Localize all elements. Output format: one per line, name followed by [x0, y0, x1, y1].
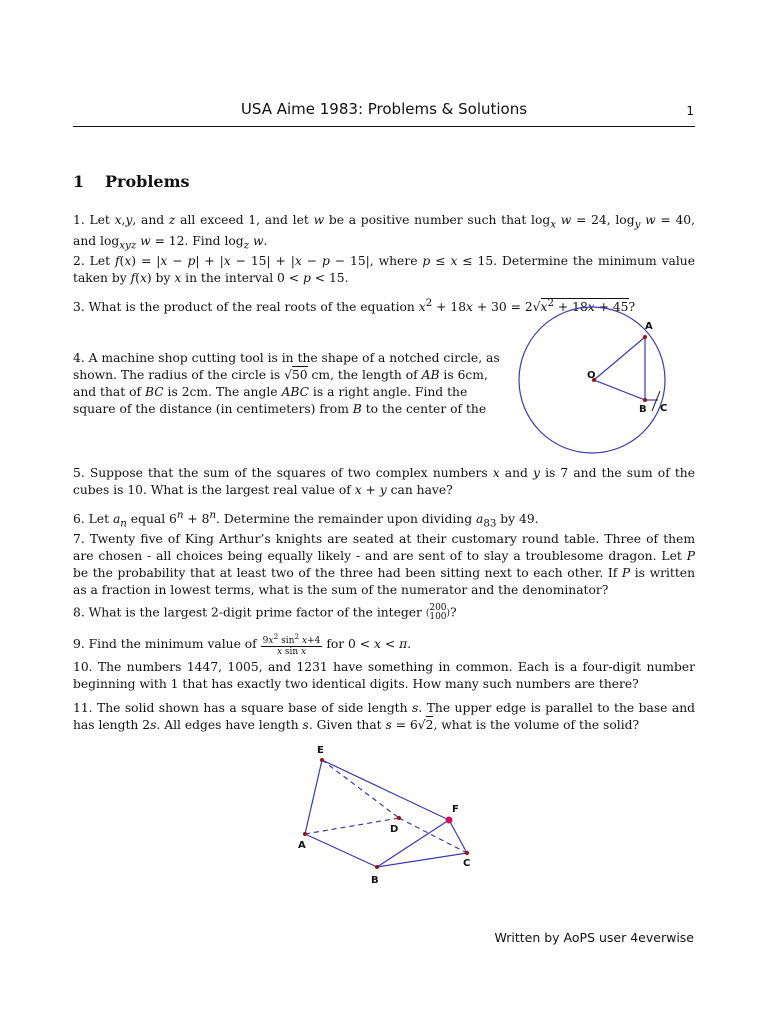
problem-7: 7. Twenty five of King Arthur’s knights are seated at their customary round table. Three of them are chosen - all choices being equally likely - and are sent of to slay a troublesome dragon. Let P be the probability that at least two of the three had been sitting next to each other. If P is written as a fraction in lowest terms, what is the sum of the numerator and the denominator? — [73, 532, 696, 597]
label-b: B — [371, 875, 379, 886]
point-d — [397, 816, 401, 820]
point-c — [465, 851, 469, 855]
point-b — [375, 865, 379, 869]
edge-ed — [322, 760, 399, 818]
point-a — [303, 832, 307, 836]
label-c: C — [660, 403, 668, 414]
point-f — [446, 817, 453, 824]
label-e: E — [317, 745, 324, 756]
section-number: 1 — [73, 172, 85, 191]
segment-ob — [594, 380, 645, 400]
header-rule — [73, 126, 695, 127]
author-credit: Written by AoPS user 4everwise — [494, 930, 694, 945]
point-a — [643, 335, 647, 339]
problem-9: 9. Find the minimum value of $\frac{9x^2 \sin^2 x+4}{\text{x sin x}}$ for 0 < x < π. — [73, 632, 412, 657]
edge-ef — [322, 760, 449, 820]
edge-ea — [305, 760, 322, 834]
edge-ad — [305, 818, 399, 834]
section-heading — [73, 172, 190, 191]
problem-2: 2. Let f(x) = |x − p| + |x − 15| + |x − p − 15|, where p ≤ x ≤ 15. Determine the minimum value taken by f(x) by x in the interval 0 < p < 15. — [73, 254, 695, 285]
problem-10: 10. The numbers 1447, 1005, and 1231 have something in common. Each is a four-digit number beginning with 1 that has exactly two identical digits. How many such numbers are there? — [73, 660, 695, 691]
page-header-title: USA Aime 1983: Problems & Solutions — [240, 100, 528, 118]
label-a: A — [298, 840, 306, 851]
problem-5: 5. Suppose that the sum of the squares of two complex numbers x and y is 7 and the sum of the cubes is 10. What is the largest real value of x + y can have? — [73, 466, 695, 497]
segment-oa — [594, 337, 645, 380]
problem-3: 3. What is the product of the real roots of the equation $x^2 + 18x + 30 = 2√x^2 + 18x + 45$? — [73, 297, 636, 315]
page-number: 1 — [686, 104, 694, 118]
problem-1: 1. Let x,y, and z all exceed 1, and let w be a positive number such that $\log_x w = 24$, $\log_y w = 40$, and $\log_{xyz} w = 12$. Find $\log_z w$. — [73, 213, 696, 252]
point-e — [320, 758, 324, 762]
point-b — [643, 398, 647, 402]
label-a: A — [645, 321, 653, 332]
problem-6: 6. Let $a_n$ equal $6^n + 8^n$. Determine the remainder upon dividing $a_{83}$ by 49. — [73, 509, 539, 530]
problem-8: 8. What is the largest 2-digit prime factor of the integer ( 200 100 )? — [73, 603, 457, 622]
label-d: D — [390, 824, 399, 835]
edge-bc — [377, 853, 467, 867]
section-title: Problems — [105, 172, 190, 191]
edge-fb — [377, 820, 449, 867]
problem-11: 11. The solid shown has a square base of side length s. The upper edge is parallel to the base and has length 2s. All edges have length s. Given that s = 6√2, what is the volume of the solid? — [73, 701, 696, 732]
solid-figure — [290, 738, 490, 888]
edge-ab — [305, 834, 377, 867]
label-f: F — [452, 804, 459, 815]
label-o: O — [587, 370, 596, 381]
notched-circle-figure — [500, 305, 700, 460]
label-c: C — [463, 858, 471, 869]
problem-4: 4. A machine shop cutting tool is in the shape of a notched circle, as shown. The radius of the circle is √50 cm, the length of AB is 6cm, and that of BC is 2cm. The angle ABC is a right angle. Find the square of the distance (in centimeters) from B to the center of the — [73, 351, 500, 416]
label-b: B — [639, 404, 647, 415]
